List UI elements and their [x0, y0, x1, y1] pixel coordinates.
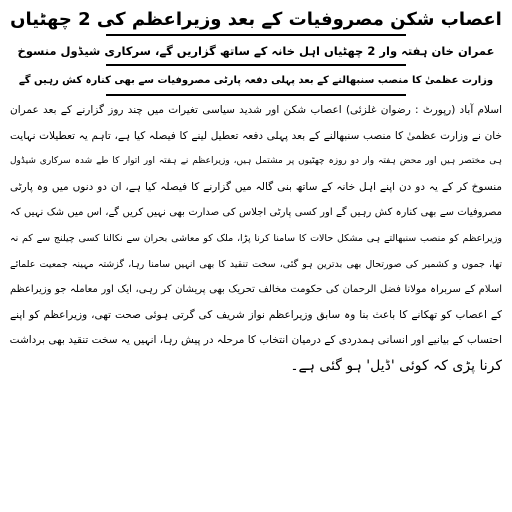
body-line: مصروفیات سے بھی کنارہ کش رہیں گے اور کسی پارٹی اجلاس کی صدارت بھی نہیں کریں گے، اس میں شک نہیں کہ	[10, 207, 502, 219]
subheadline-rule-2	[106, 94, 406, 96]
headline-rule	[106, 34, 406, 36]
body-line: وزیراعظم کو منصب سنبھالتے ہی مشکل حالات کا سامنا کرنا پڑا، ملک کو معاشی بحران سے نکالنا کسی چیلنج سے کم نہ	[10, 232, 502, 244]
subheadline-rule-1	[106, 64, 406, 66]
headline: اعصاب شکن مصروفیات کے بعد وزیراعظم کی 2 چھٹیاں	[10, 9, 502, 30]
body-line: خان نے وزارت عظمیٰ کا منصب سنبھالنے کے بعد پہلی دفعہ تعطیل لینے کا فیصلہ کیا ہے، تاہم یہ تعطیلات نہایت	[10, 129, 502, 142]
article-body	[10, 98, 502, 380]
body-line: منسوخ کر کے یہ دو دن اپنے اہل خانہ کے ساتھ بنی گالہ میں گزارنے کا فیصلہ کیا ہے، ان دو دنوں میں وہ پارٹی	[10, 180, 502, 193]
body-line: اسلام آباد (رپورٹ : رضوان غلزئی) اعصاب شکن اور شدید سیاسی تغیرات میں چند روز گزارنے کے بعد عمران	[10, 104, 502, 116]
subheadline-1: عمران خان ہفتہ وار 2 چھٹیاں اہل خانہ کے ساتھ گزاریں گے، سرکاری شیڈول منسوخ	[17, 44, 495, 58]
body-line: احتساب کے بیانیے اور انسانی ہمدردی کے درمیان انتخاب کا مرحلہ در پیش رہا، انہیں یہ سخت تنقید بھی برداشت	[10, 334, 502, 347]
subheadline-2: وزارت عظمیٰ کا منصب سنبھالنے کے بعد پہلی دفعہ پارٹی مصروفیات سے بھی کنارہ کش رہیں گے	[18, 75, 494, 86]
body-line: اسلام کے سربراہ مولانا فضل الرحمان کی حکومت مخالف تحریک بھی پریشان کر رہی، ایک اور معاملہ جو وزیراعظم	[10, 284, 502, 296]
body-line: ہی مختصر ہیں اور محض ہفتہ وار دو روزہ چھٹیوں پر مشتمل ہیں، وزیراعظم نے ہفتہ اور اتوار کا طے شدہ سرکاری شیڈول	[10, 156, 502, 167]
body-line: کرنا پڑی کہ کوئی 'ڈیل' ہو گئی ہے۔	[290, 357, 502, 374]
body-line: کے اعصاب کو تھکانے کا باعث بنا وہ سابق وزیراعظم نواز شریف کی گرتی ہوئی صحت تھی، وزیراعظم کو اپنے	[10, 308, 502, 321]
body-line: تھا، جموں و کشمیر کی صورتحال بھی بدترین ہو گئی، سخت تنقید کا بھی انہیں سامنا رہا، گزشتہ مہینہ جمعیت علمائے	[10, 258, 502, 270]
